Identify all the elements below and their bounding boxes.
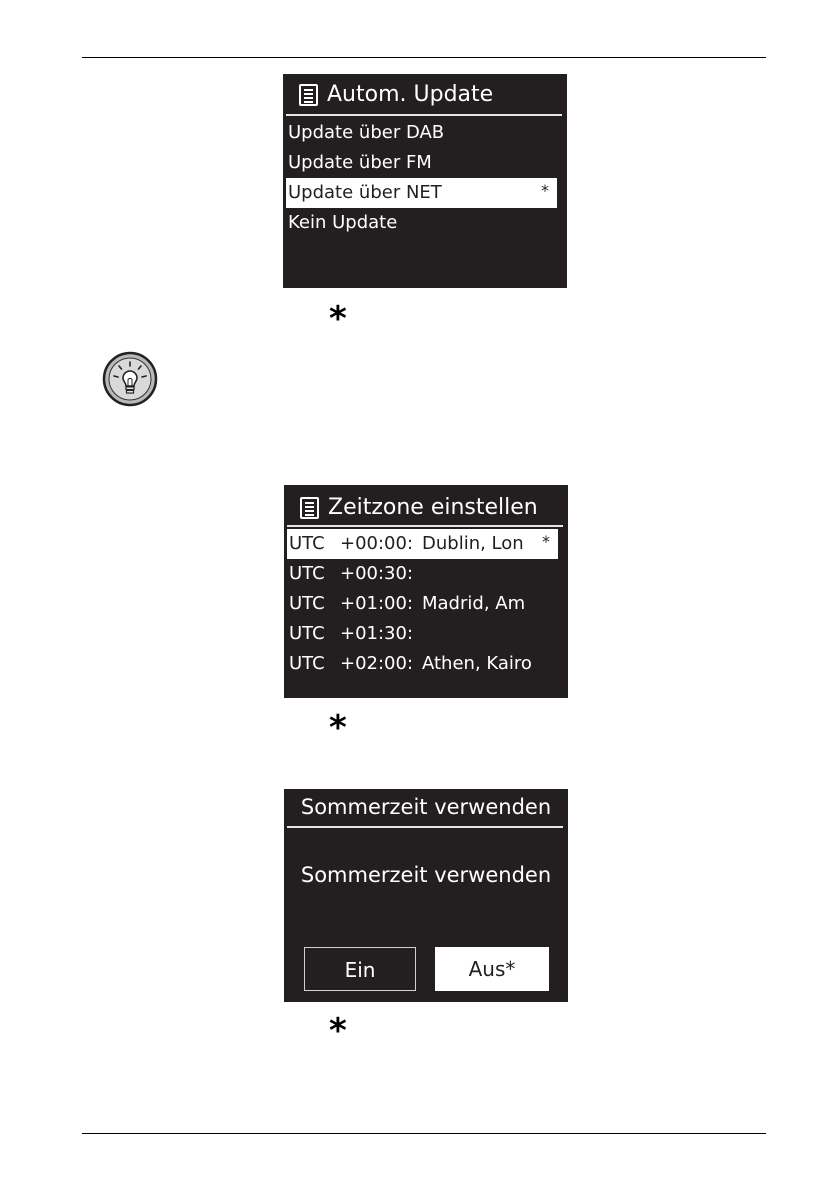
title-divider	[286, 114, 562, 116]
timezone-row[interactable]	[287, 589, 558, 619]
screen-title: Zeitzone einstellen	[328, 495, 538, 520]
tz-utc: UTC	[289, 623, 325, 644]
tz-offset: +00:00:	[340, 533, 414, 554]
tz-city: Athen, Kairo	[422, 653, 532, 674]
menu-item-label: Update über FM	[288, 152, 432, 173]
menu-item-update-net[interactable]	[286, 178, 557, 208]
title-divider	[287, 826, 563, 828]
timezone-row[interactable]	[287, 649, 558, 679]
tz-offset: +01:00:	[340, 593, 414, 614]
ein-button[interactable]: Ein	[304, 947, 416, 991]
menu-item-label: Update über DAB	[288, 122, 445, 143]
screen-title-bar	[300, 495, 568, 520]
tz-offset: +00:30:	[340, 563, 414, 584]
menu-item-label: Kein Update	[288, 212, 398, 233]
timezone-row[interactable]	[287, 529, 558, 559]
title-divider	[287, 525, 563, 527]
footer-rule	[82, 1133, 766, 1134]
lightbulb-icon	[102, 351, 158, 407]
asterisk-note: *	[329, 708, 347, 748]
selected-mark: *	[541, 181, 549, 200]
tz-utc: UTC	[289, 533, 325, 554]
menu-item-label: Update über NET	[288, 182, 442, 203]
tz-city: Madrid, Am	[422, 593, 526, 614]
tz-city: Dublin, Lon	[422, 533, 524, 554]
tz-utc: UTC	[289, 593, 325, 614]
header-rule	[82, 57, 766, 58]
list-menu-icon	[299, 84, 318, 106]
tz-utc: UTC	[289, 563, 325, 584]
screen-title-bar	[299, 82, 567, 107]
asterisk-note: *	[329, 1011, 347, 1051]
aus-button[interactable]: Aus*	[435, 947, 549, 991]
screen-autom-update	[283, 74, 567, 288]
menu-item-update-dab[interactable]	[286, 118, 557, 148]
timezone-row[interactable]	[287, 559, 558, 589]
tz-offset: +02:00:	[340, 653, 414, 674]
list-menu-icon	[300, 497, 319, 519]
screen-zeitzone	[284, 485, 568, 698]
menu-item-update-fm[interactable]	[286, 148, 557, 178]
menu-item-kein-update[interactable]	[286, 208, 557, 238]
asterisk-note: *	[329, 299, 347, 339]
selected-mark: *	[542, 532, 550, 551]
tz-offset: +01:30:	[340, 623, 414, 644]
dialog-message: Sommerzeit verwenden	[300, 863, 552, 887]
screen-title: Autom. Update	[327, 82, 494, 107]
timezone-row[interactable]	[287, 619, 558, 649]
tz-utc: UTC	[289, 653, 325, 674]
screen-title: Sommerzeit verwenden	[300, 795, 552, 819]
screen-sommerzeit	[284, 789, 568, 1002]
